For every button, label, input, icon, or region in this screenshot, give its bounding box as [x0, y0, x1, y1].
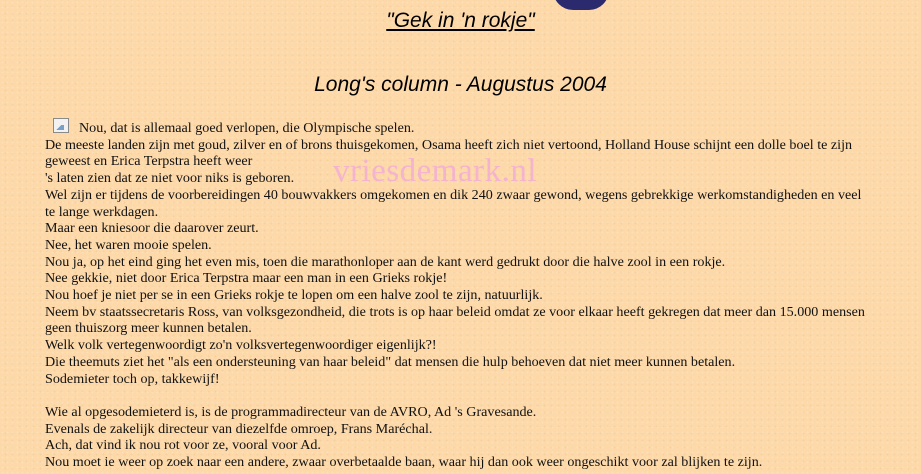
- article-line: Wel zijn er tijdens de voorbereidingen 40 bouwvakkers omgekomen en dik 240 zwaar gewond, wegens gebrekkige werkomstandigheden en veel te lange werkdagen.: [45, 186, 862, 220]
- article-line: Nou moet ie weer op zoek naar een andere, zwaar overbetaalde baan, waar hij dan ook weer ongeschikt voor zal blijken te zijn.: [45, 454, 763, 471]
- watermark: vriesdemark.nl: [333, 153, 538, 189]
- article-line: 's laten zien dat ze niet voor niks is geboren.: [45, 170, 295, 187]
- article-line: Nee gekkie, niet door Erica Terpstra maar een man in een Grieks rokje!: [45, 270, 448, 287]
- article-line: Ach, dat vind ik nou rot voor ze, vooral voor Ad.: [45, 437, 321, 454]
- article-line: Sodemieter toch op, takkewijf!: [45, 370, 220, 387]
- paragraph-break: [45, 387, 875, 404]
- article-body: [45, 118, 875, 471]
- article-line: Nou ja, op het eind ging het even mis, toen die marathonloper aan de kant werd gedrukt door die halve zool in een rokje.: [45, 253, 726, 270]
- broken-image-icon: [53, 118, 69, 133]
- article-line: Die theemuts ziet het "als een ondersteuning van haar beleid" dat mensen die hulp behoeven dat niet meer kunnen betalen.: [45, 353, 736, 370]
- article-line: Welk volk vertegenwoordigt zo'n volksvertegenwoordiger eigenlijk?!: [45, 337, 437, 354]
- article-line: Evenals de zakelijk directeur van diezelfde omroep, Frans Maréchal.: [45, 420, 433, 437]
- article-line: Nou hoef je niet per se in een Grieks rokje te lopen om een halve zool te zijn, natuurlijk.: [45, 287, 543, 304]
- article-line: Maar een kniesoor die daarover zeurt.: [45, 220, 259, 237]
- site-title[interactable]: "Gek in 'n rokje": [386, 9, 535, 32]
- article-line: Nee, het waren mooie spelen.: [45, 236, 212, 253]
- article-line: Wie al opgesodemieterd is, is de programmadirecteur van de AVRO, Ad 's Gravesande.: [45, 403, 537, 420]
- article-line-text: Nou, dat is allemaal goed verlopen, die Olympische spelen.: [79, 120, 415, 136]
- column-title: Long's column - Augustus 2004: [314, 73, 607, 96]
- article-line: De meeste landen zijn met goud, zilver en of brons thuisgekomen, Osama heeft zich niet vertoond, Holland House schijnt een dolle boel te zijn geweest en Erica Terpstra heeft weer: [45, 136, 853, 170]
- article-line: Neem bv staatssecretaris Ross, van volksgezondheid, die trots is op haar beleid omdat ze voor elkaar heeft gekregen dat meer dan 15.000 mensen geen thuiszorg meer kunnen betalen.: [45, 303, 865, 337]
- article-line: [45, 118, 875, 137]
